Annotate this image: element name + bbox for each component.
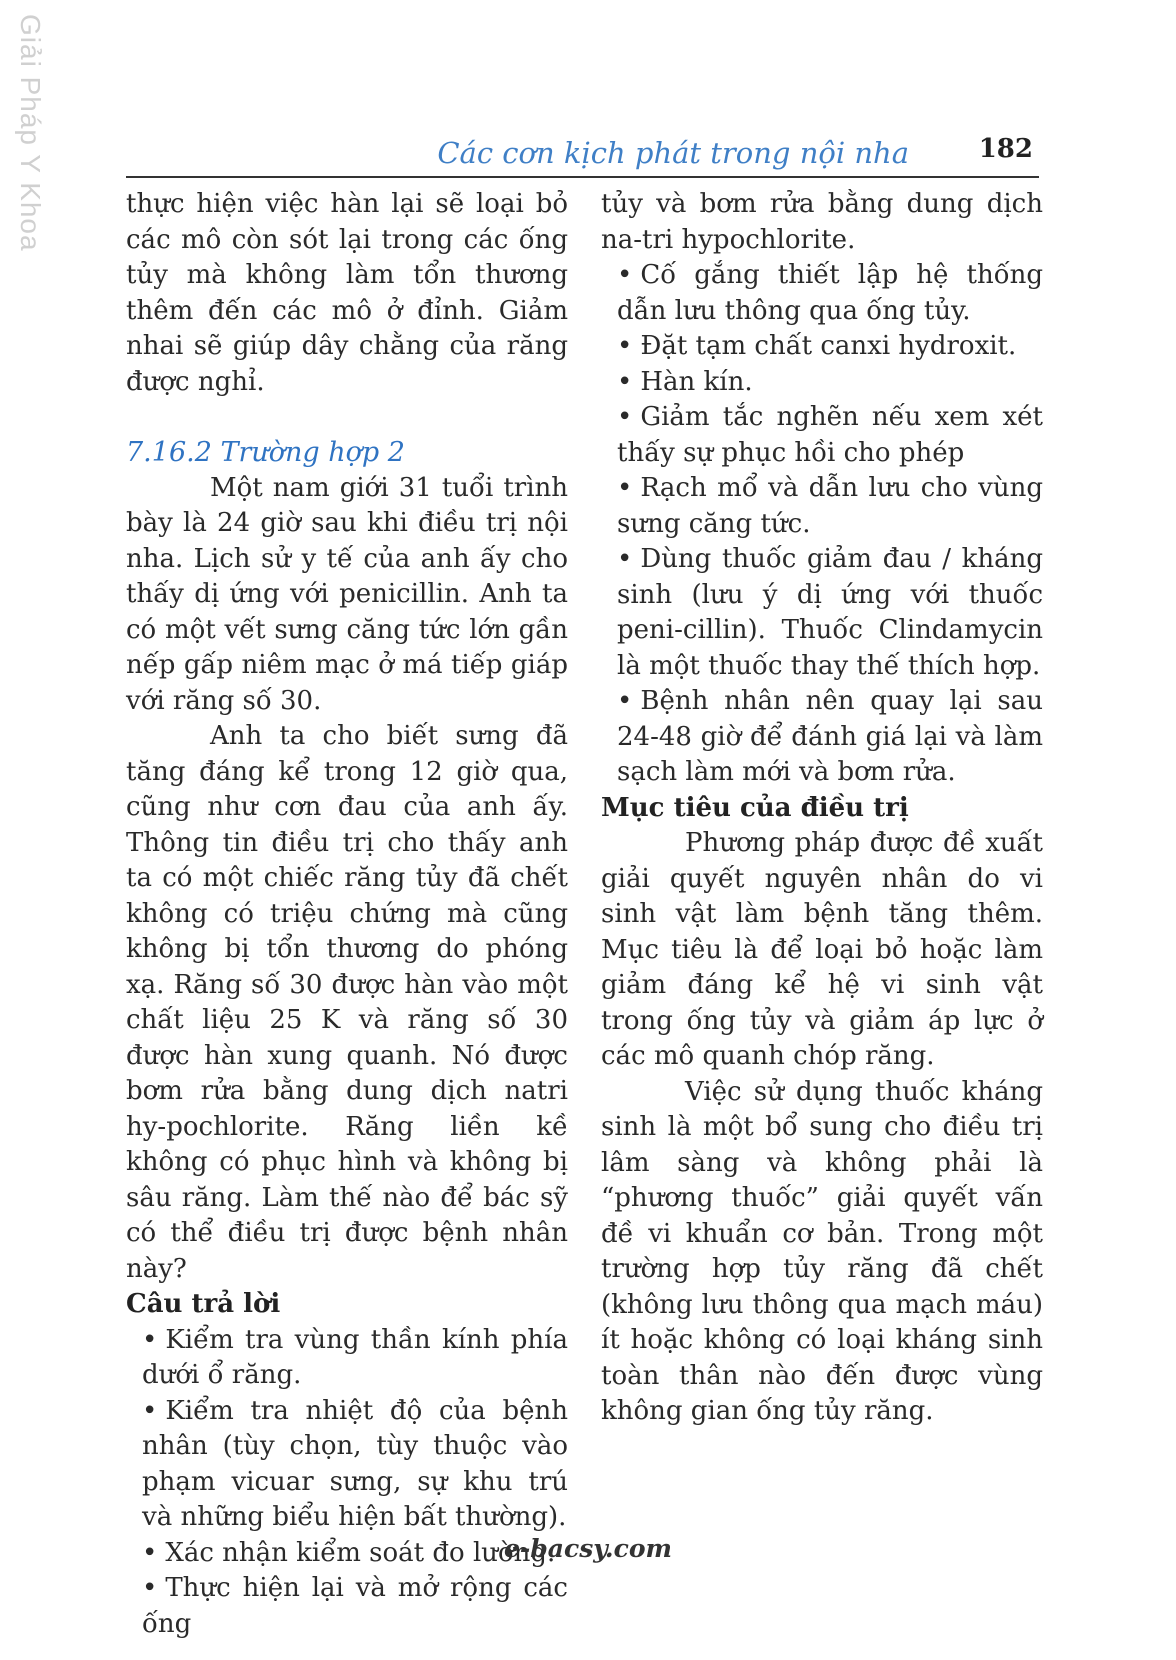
list-item: • Bệnh nhân nên quay lại sau 24-48 giờ để đánh giá lại và làm sạch làm mới và bơm rửa. — [601, 684, 1043, 791]
continuation-paragraph: tủy và bơm rửa bằng dung dịch na-tri hypochlorite. — [601, 189, 1043, 255]
watermark-text: Giải Pháp Y Khoa — [15, 14, 46, 252]
list-item: • Đặt tạm chất canxi hydroxit. — [601, 329, 1043, 365]
list-item: • Dùng thuốc giảm đau / kháng sinh (lưu ý dị ứng với thuốc peni-cillin). Thuốc Clindamycin là một thuốc thay thế thích hợp. — [601, 542, 1043, 684]
left-column — [126, 187, 568, 1642]
goal-paragraph-1: Phương pháp được đề xuất giải quyết nguyên nhân do vi sinh vật làm bệnh tăng thêm. Mục tiêu là để loại bỏ hoặc làm giảm đáng kể hệ vi sinh vật trong ống tủy và giảm áp lực ở các mô quanh chóp răng. — [601, 828, 1043, 1071]
list-item: • Cố gắng thiết lập hệ thống dẫn lưu thông qua ống tủy. — [601, 258, 1043, 329]
answer-list — [126, 1323, 568, 1643]
list-item: • Kiểm tra nhiệt độ của bệnh nhân (tùy chọn, tùy thuộc vào phạm vicuar sưng, sự khu trú và những biểu hiện bất thường). — [126, 1394, 568, 1536]
case-paragraph-1: Một nam giới 31 tuổi trình bày là 24 giờ sau khi điều trị nội nha. Lịch sử y tế của anh ấy cho thấy dị ứng với penicillin. Anh ta có một vết sưng căng tức lớn gần nếp gấp niêm mạc ở má tiếp giáp với răng số 30. — [126, 472, 568, 716]
section-spacer — [126, 400, 568, 435]
list-item: • Xác nhận kiểm soát đo lường. — [126, 1536, 568, 1572]
page-header — [126, 132, 1039, 178]
goal-paragraph-2: Việc sử dụng thuốc kháng sinh là một bổ sung cho điều trị lâm sàng và không phải là “phương thuốc” giải quyết vấn đề vi khuẩn cơ bản. Trong một trường hợp tủy răng đã chết (không lưu thông qua mạch máu) ít hoặc không có loại kháng sinh toàn thân nào đến được vùng không gian ống tủy răng. — [601, 1076, 1043, 1426]
chapter-title: Các cơn kịch phát trong nội nha — [437, 136, 909, 170]
right-column — [601, 187, 1043, 1430]
intro-paragraph: thực hiện việc hàn lại sẽ loại bỏ các mô còn sót lại trong các ống tủy mà không làm tổn thương thêm đến các mô ở đỉnh. Giảm nhai sẽ giúp dây chằng của răng được nghỉ. — [126, 189, 568, 397]
section-heading: 7.16.2 Trường hợp 2 — [126, 437, 405, 468]
goal-heading: Mục tiêu của điều trị — [601, 792, 909, 823]
list-item: • Thực hiện lại và mở rộng các ống — [126, 1571, 568, 1642]
list-item: • Rạch mổ và dẫn lưu cho vùng sưng căng tức. — [601, 471, 1043, 542]
list-item: • Hàn kín. — [601, 365, 1043, 401]
case-paragraph-2: Anh ta cho biết sưng đã tăng đáng kể trong 12 giờ qua, cũng như cơn đau của anh ấy. Thông tin điều trị cho thấy anh ta có một chiếc răng tủy đã chết không có triệu chứng mà cũng không bị tổn thương do phóng xạ. Răng số 30 được hàn vào một chất liệu 25 K và răng số 30 được hàn xung quanh. Nó được bơm rửa bằng dung dịch natri hy-pochlorite. Răng liền kề không có phục hình và không bị sâu răng. Làm thế nào để bác sỹ có thể điều trị được bệnh nhân này? — [126, 721, 568, 1284]
list-item: • Kiểm tra vùng thần kính phía dưới ổ răng. — [126, 1323, 568, 1394]
treatment-list — [601, 258, 1043, 791]
answer-heading: Câu trả lời — [126, 1289, 281, 1319]
list-item: • Giảm tắc nghẽn nếu xem xét thấy sự phục hồi cho phép — [601, 400, 1043, 471]
footer-site: e-bacsy.com — [504, 1534, 672, 1563]
page-number: 182 — [978, 134, 1033, 164]
